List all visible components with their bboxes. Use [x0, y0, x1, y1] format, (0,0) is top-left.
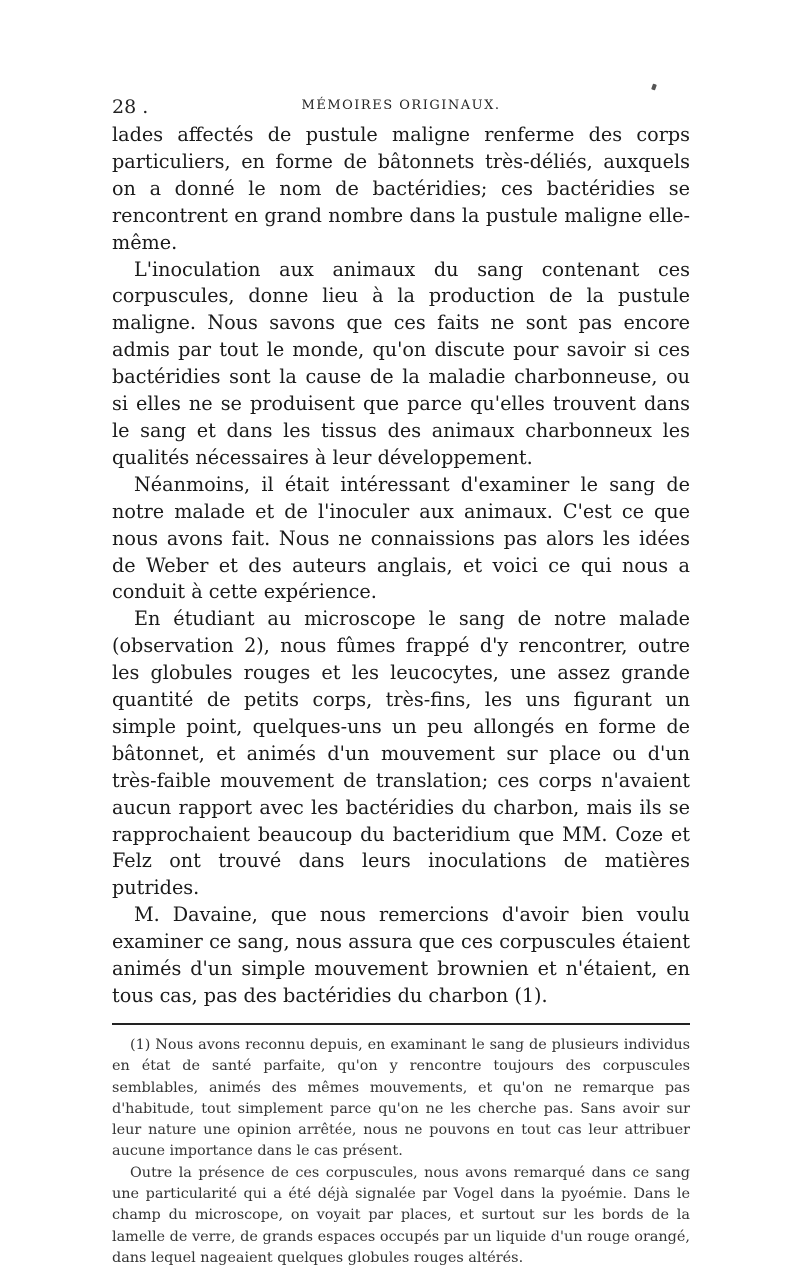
book-page: [112, 92, 690, 1269]
ink-speck: [651, 83, 657, 90]
running-header: [112, 92, 690, 122]
paragraph-davaine: M. Davaine, que nous remercions d'avoir bien voulu examiner ce sang, nous assura que ces corpuscules étaient animés d'un simple mouvement brownien et n'étaient, en tous cas, pas des bactéridies du charbon (1).: [112, 903, 690, 1007]
footnotes: [112, 1035, 690, 1269]
paragraph-microscope: En étudiant au microscope le sang de notre malade (observation 2), nous fûmes frappé d'y rencontrer, outre les globules rouges et les leucocytes, une assez grande quantité de petits corps, très-fins, les uns figurant un simple point, quelques-uns un peu allongés en forme de bâtonnet, et animés d'un mouvement sur place ou d'un très-faible mouvement de translation; ces corps n'avaient aucun rapport avec les bactéridies du charbon, mais ils se rapprochaient beaucoup du bacteridium que MM. Coze et Felz ont trouvé dans leurs inoculations de matières putrides.: [112, 607, 690, 900]
paragraph-continuation: lades affectés de pustule maligne renferme des corps particuliers, en forme de bâtonnets très-déliés, auxquels on a donné le nom de bactéridies; ces bactéridies se rencontrent en grand nombre dans la pustule maligne elle-même.: [112, 123, 690, 254]
running-title: MÉMOIRES ORIGINAUX.: [301, 98, 501, 113]
paragraph-neanmoins: Néanmoins, il était intéressant d'examiner le sang de notre malade et de l'inoculer aux animaux. C'est ce que nous avons fait. Nous ne connaissions pas alors les idées de Weber et des auteurs anglais, et voici ce qui nous a conduit à cette expérience.: [112, 472, 690, 604]
page-number: 28 .: [112, 96, 149, 118]
body-text: [112, 122, 690, 1010]
footnote-1-continued: Outre la présence de ces corpuscules, nous avons remarqué dans ce sang une particularité qui a été déjà signalée par Vogel dans la pyoémie. Dans le champ du microscope, on voyait par places, et surtout sur les bords de la lamelle de verre, de grands espaces occupés par un liquide d'un rouge orangé, dans lequel nageaient quelques globules rouges altérés.: [112, 1164, 690, 1266]
paragraph-inoculation: L'inoculation aux animaux du sang contenant ces corpuscules, donne lieu à la production de la pustule maligne. Nous savons que ces faits ne sont pas encore admis par tout le monde, qu'on discute pour savoir si ces bactéridies sont la cause de la maladie charbonneuse, ou si elles ne se produisent que parce qu'elles trouvent dans le sang et dans les tissus des animaux charbonneux les qualités nécessaires à leur développement.: [112, 257, 690, 469]
footnote-rule: [112, 1023, 690, 1025]
footnote-1: (1) Nous avons reconnu depuis, en examinant le sang de plusieurs individus en état de santé parfaite, qu'on y rencontre toujours des corpuscules semblables, animés des mêmes mouvements, et qu'on ne remarque pas d'habitude, tout simplement parce qu'on ne les cherche pas. Sans avoir sur leur nature une opinion arrêtée, nous ne pouvons en tout cas leur attribuer aucune importance dans le cas présent.: [112, 1036, 690, 1160]
